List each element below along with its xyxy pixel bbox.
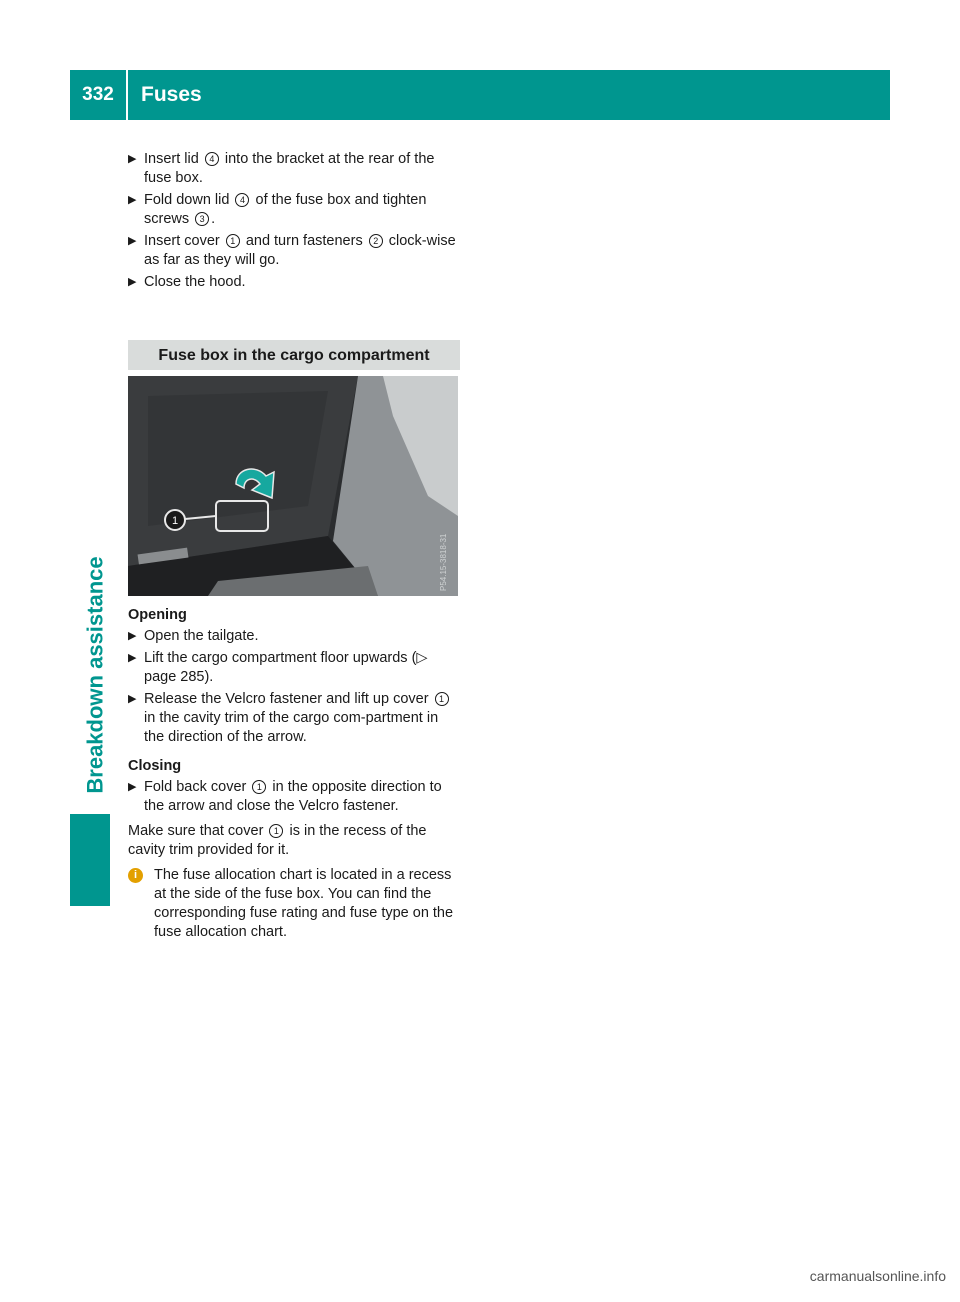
arrow-right-icon: ▶ — [128, 194, 137, 206]
arrow-right-icon: ▶ — [128, 652, 137, 664]
figure-callout: 1 — [171, 515, 179, 527]
page-ref-icon: ▷ — [416, 650, 428, 666]
section-title: Fuses — [141, 83, 202, 106]
callout-marker: 1 — [269, 824, 283, 838]
info-note: i The fuse allocation chart is located in a recess at the side of the fuse box. You can find the corresponding fuse rating and fuse type on the fuse allocation chart. — [128, 866, 460, 942]
subheading-cargo-fuse-box: Fuse box in the cargo compartment — [128, 340, 460, 370]
step-close-hood: ▶ Close the hood. — [128, 274, 246, 290]
callout-marker: 4 — [235, 193, 249, 207]
step-release-velcro: ▶ Release the Velcro fastener and lift up cover 1 in the cavity trim of the cargo com-partment in the direction of the arrow. — [128, 690, 460, 747]
main-content — [128, 150, 460, 942]
arrow-right-icon: ▶ — [128, 630, 137, 642]
step-lift-floor: ▶ Lift the cargo compartment floor upwards (▷ page 285). — [128, 650, 428, 685]
intro-steps — [128, 150, 460, 310]
callout-marker: 4 — [205, 152, 219, 166]
arrow-right-icon: ▶ — [128, 153, 137, 165]
step-insert-lid: ▶ Insert lid 4 into the bracket at the rear of the fuse box. — [128, 151, 435, 186]
callout-marker: 2 — [369, 234, 383, 248]
figure-code: P54.15-3818-31 — [439, 533, 448, 591]
page-reference[interactable]: page 285). — [144, 669, 214, 685]
callout-marker: 1 — [252, 780, 266, 794]
arrow-right-icon: ▶ — [128, 235, 137, 247]
step-fold-back-cover: ▶ Fold back cover 1 in the opposite direction to the arrow and close the Velcro fastener. — [128, 779, 442, 814]
arrow-right-icon: ▶ — [128, 693, 137, 705]
side-tab-label — [74, 540, 118, 810]
step-fold-down-lid: ▶ Fold down lid 4 of the fuse box and tighten screws 3 . — [128, 192, 427, 227]
side-tab-block — [70, 814, 110, 906]
callout-marker: 1 — [435, 692, 449, 706]
arrow-right-icon: ▶ — [128, 276, 137, 288]
cargo-compartment-figure — [128, 376, 458, 596]
watermark: carmanualsonline.info — [809, 1268, 946, 1284]
cargo-compartment-illustration — [128, 376, 458, 596]
step-insert-cover: ▶ Insert cover 1 and turn fasteners 2 clock-wise as far as they will go. — [128, 233, 456, 268]
opening-heading: Opening — [128, 607, 187, 623]
step-open-tailgate: ▶ Open the tailgate. — [128, 628, 259, 644]
callout-marker: 1 — [226, 234, 240, 248]
note-paragraph: Make sure that cover 1 is in the recess of the cavity trim provided for it. — [128, 823, 427, 858]
side-tab-text: Breakdown assistance — [83, 556, 109, 794]
header-divider — [126, 70, 128, 120]
arrow-right-icon: ▶ — [128, 781, 137, 793]
info-icon: i — [128, 868, 143, 883]
closing-heading: Closing — [128, 758, 182, 774]
page-number: 332 — [82, 84, 114, 105]
callout-marker: 3 — [195, 212, 209, 226]
